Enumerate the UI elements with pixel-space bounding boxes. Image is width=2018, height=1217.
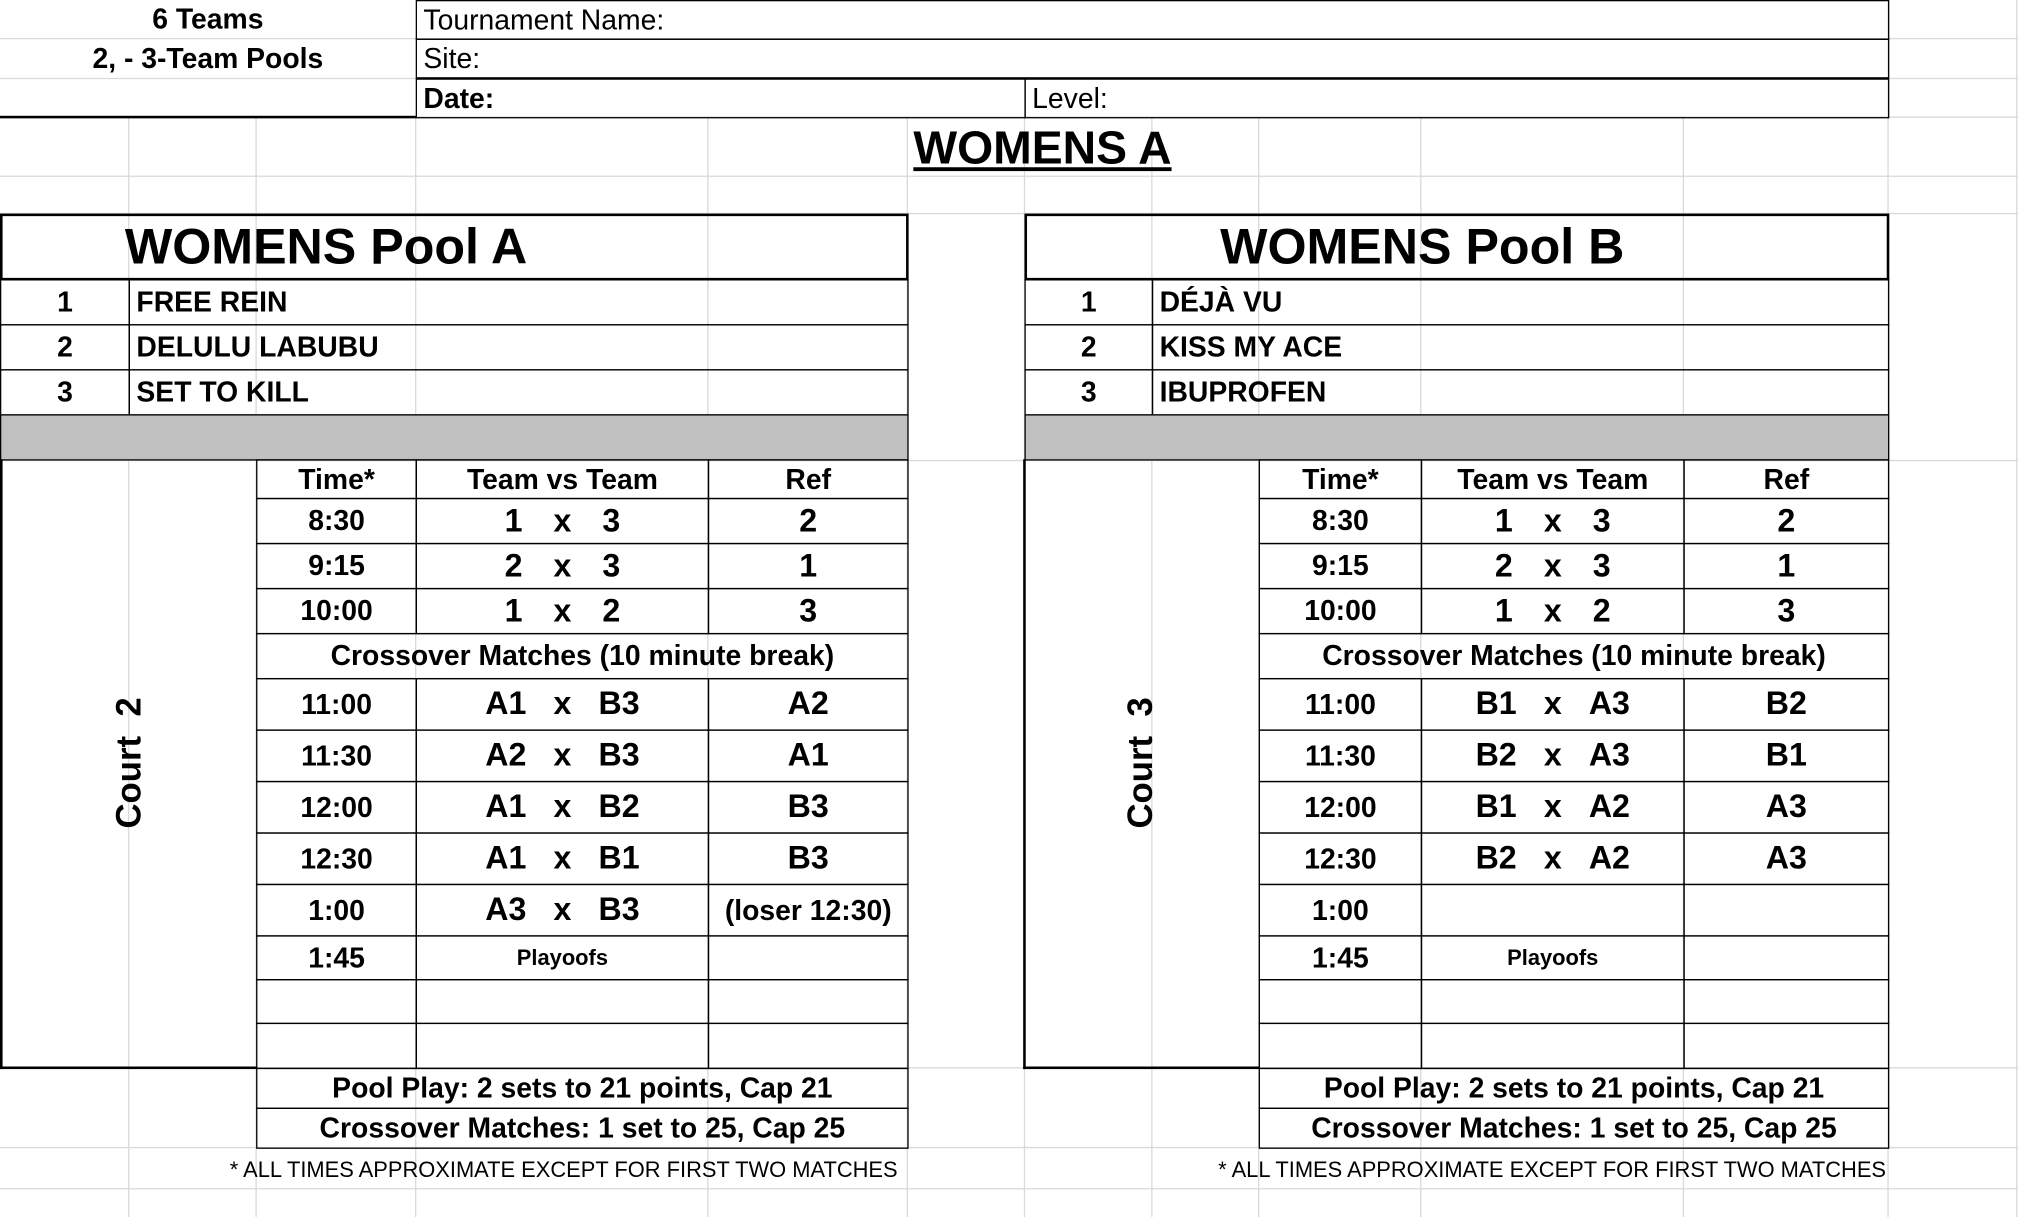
- pool-b-playoff-label: Playoofs: [1421, 935, 1685, 980]
- pool-a-crossover-matchup: A1 x B1: [416, 832, 709, 885]
- pool-b-empty-cell: [1259, 979, 1422, 1024]
- pool-a-crossover-matchup: A1 x B3: [416, 678, 709, 731]
- tournament-name-label: Tournament Name:: [416, 0, 1890, 40]
- court-3-label: Court 3: [1120, 697, 1159, 829]
- pool-a-team-number: 1: [0, 279, 130, 325]
- pool-a-col-time: Time*: [256, 459, 417, 499]
- pool-b-crossover-ref: A3: [1683, 781, 1889, 834]
- pool-b-playoff-time: 1:45: [1259, 935, 1422, 980]
- pool-b-crossover-matchup: B1 x A2: [1421, 781, 1685, 834]
- pool-b-crossover-ref: A3: [1683, 832, 1889, 885]
- pool-a-matchup: 1 x 2: [416, 588, 709, 634]
- header-underline: [0, 116, 417, 119]
- pool-b-crossover-time: 11:30: [1259, 729, 1422, 782]
- division-title: WOMENS A: [913, 120, 1172, 174]
- pool-b-match-time: 10:00: [1259, 588, 1422, 634]
- pool-b-rules-crossover: Crossover Matches: 1 set to 25, Cap 25: [1259, 1108, 1890, 1149]
- pool-a-court-bottom: [0, 1067, 257, 1070]
- pool-b-crossover-matchup: B2 x A3: [1421, 729, 1685, 782]
- pool-b-separator-band: [1024, 414, 1889, 460]
- pool-b-col-ref: Ref: [1683, 459, 1889, 499]
- pool-b-crossover-ref: B2: [1683, 678, 1889, 731]
- pool-b-team-name: IBUPROFEN: [1152, 369, 1889, 415]
- pool-a-empty-cell: [256, 1023, 417, 1069]
- pool-b-ref: 3: [1683, 588, 1889, 634]
- pool-b-empty-cell: [1683, 979, 1889, 1024]
- pool-b-crossover-time: 11:00: [1259, 678, 1422, 731]
- pool-a-title: WOMENS Pool A: [0, 214, 909, 281]
- pool-a-separator-band: [0, 414, 909, 460]
- pool-a-ref: 3: [708, 588, 909, 634]
- pool-a-crossover-time: 11:00: [256, 678, 417, 731]
- pool-a-matchup: 2 x 3: [416, 543, 709, 589]
- pool-b-empty-cell: [1259, 1023, 1422, 1069]
- pool-a-ref: 1: [708, 543, 909, 589]
- pool-b-crossover-matchup: B1 x A3: [1421, 678, 1685, 731]
- pool-a-crossover-time: 12:00: [256, 781, 417, 834]
- pool-a-empty-cell: [708, 979, 909, 1024]
- pool-a-team-name: SET TO KILL: [129, 369, 909, 415]
- pool-a-crossover-time: 1:00: [256, 884, 417, 937]
- pool-b-crossover-header: Crossover Matches (10 minute break): [1259, 633, 1890, 679]
- pool-a-matchup: 1 x 3: [416, 498, 709, 544]
- pool-a-crossover-matchup: A2 x B3: [416, 729, 709, 782]
- pool-a-ref: 2: [708, 498, 909, 544]
- pool-a-col-ref: Ref: [708, 459, 909, 499]
- pool-b-court-border: [1023, 459, 1026, 1069]
- pool-b-crossover-time: 12:00: [1259, 781, 1422, 834]
- pool-b-empty-cell: [1421, 1023, 1685, 1069]
- pool-a-col-match: Team vs Team: [416, 459, 709, 499]
- pool-b-rules-pool-play: Pool Play: 2 sets to 21 points, Cap 21: [1259, 1068, 1890, 1109]
- pool-format: 2, - 3-Team Pools: [92, 41, 324, 74]
- pool-b-crossover-matchup: [1421, 884, 1685, 937]
- pool-b-crossover-ref: B1: [1683, 729, 1889, 782]
- pool-a-crossover-ref: B3: [708, 832, 909, 885]
- pool-a-court-border: [0, 459, 3, 1069]
- pool-a-rules-pool-play: Pool Play: 2 sets to 21 points, Cap 21: [256, 1068, 909, 1109]
- team-count: 6 Teams: [152, 2, 264, 35]
- pool-b-team-number: 2: [1024, 324, 1153, 370]
- pool-b-playoff-ref: [1683, 935, 1889, 980]
- pool-b-crossover-time: 12:30: [1259, 832, 1422, 885]
- pool-b-footnote: * ALL TIMES APPROXIMATE EXCEPT FOR FIRST TWO MATCHES: [1218, 1157, 1887, 1182]
- pool-b-matchup: 1 x 3: [1421, 498, 1685, 544]
- pool-a-team-name: DELULU LABUBU: [129, 324, 909, 370]
- pool-a-crossover-header: Crossover Matches (10 minute break): [256, 633, 909, 679]
- pool-a-playoff-label: Playoofs: [416, 935, 709, 980]
- pool-a-crossover-ref: B3: [708, 781, 909, 834]
- pool-a-rules-crossover: Crossover Matches: 1 set to 25, Cap 25: [256, 1108, 909, 1149]
- pool-a-team-number: 3: [0, 369, 130, 415]
- pool-a-empty-cell: [416, 979, 709, 1024]
- pool-b-title: WOMENS Pool B: [1024, 214, 1889, 281]
- pool-b-col-time: Time*: [1259, 459, 1422, 499]
- pool-b-ref: 1: [1683, 543, 1889, 589]
- pool-a-crossover-time: 12:30: [256, 832, 417, 885]
- pool-a-match-time: 10:00: [256, 588, 417, 634]
- site-label: Site:: [416, 39, 1890, 79]
- pool-a-match-time: 9:15: [256, 543, 417, 589]
- pool-b-ref: 2: [1683, 498, 1889, 544]
- pool-b-team-name: KISS MY ACE: [1152, 324, 1889, 370]
- pool-b-matchup: 2 x 3: [1421, 543, 1685, 589]
- pool-a-team-number: 2: [0, 324, 130, 370]
- pool-b-col-match: Team vs Team: [1421, 459, 1685, 499]
- pool-a-team-name: FREE REIN: [129, 279, 909, 325]
- pool-a-footnote: * ALL TIMES APPROXIMATE EXCEPT FOR FIRST TWO MATCHES: [229, 1157, 898, 1182]
- pool-b-empty-cell: [1683, 1023, 1889, 1069]
- pool-a-crossover-ref: A2: [708, 678, 909, 731]
- pool-b-crossover-time: 1:00: [1259, 884, 1422, 937]
- pool-a-empty-cell: [256, 979, 417, 1024]
- pool-a-playoff-ref: [708, 935, 909, 980]
- level-label: Level:: [1024, 78, 1889, 118]
- pool-a-empty-cell: [708, 1023, 909, 1069]
- pool-b-match-time: 8:30: [1259, 498, 1422, 544]
- pool-a-crossover-ref: (loser 12:30): [708, 884, 909, 937]
- court-2-label: Court 2: [108, 697, 148, 829]
- pool-b-court-bottom: [1023, 1067, 1260, 1070]
- pool-a-crossover-time: 11:30: [256, 729, 417, 782]
- pool-b-team-number: 3: [1024, 369, 1153, 415]
- pool-a-crossover-matchup: A1 x B2: [416, 781, 709, 834]
- pool-a-crossover-ref: A1: [708, 729, 909, 782]
- pool-b-crossover-matchup: B2 x A2: [1421, 832, 1685, 885]
- pool-b-match-time: 9:15: [1259, 543, 1422, 589]
- pool-b-matchup: 1 x 2: [1421, 588, 1685, 634]
- pool-a-playoff-time: 1:45: [256, 935, 417, 980]
- pool-b-team-name: DÉJÀ VU: [1152, 279, 1889, 325]
- pool-a-empty-cell: [416, 1023, 709, 1069]
- pool-b-empty-cell: [1421, 979, 1685, 1024]
- pool-a-crossover-matchup: A3 x B3: [416, 884, 709, 937]
- pool-b-team-number: 1: [1024, 279, 1153, 325]
- date-label: Date:: [416, 78, 1026, 118]
- pool-a-match-time: 8:30: [256, 498, 417, 544]
- pool-b-crossover-ref: [1683, 884, 1889, 937]
